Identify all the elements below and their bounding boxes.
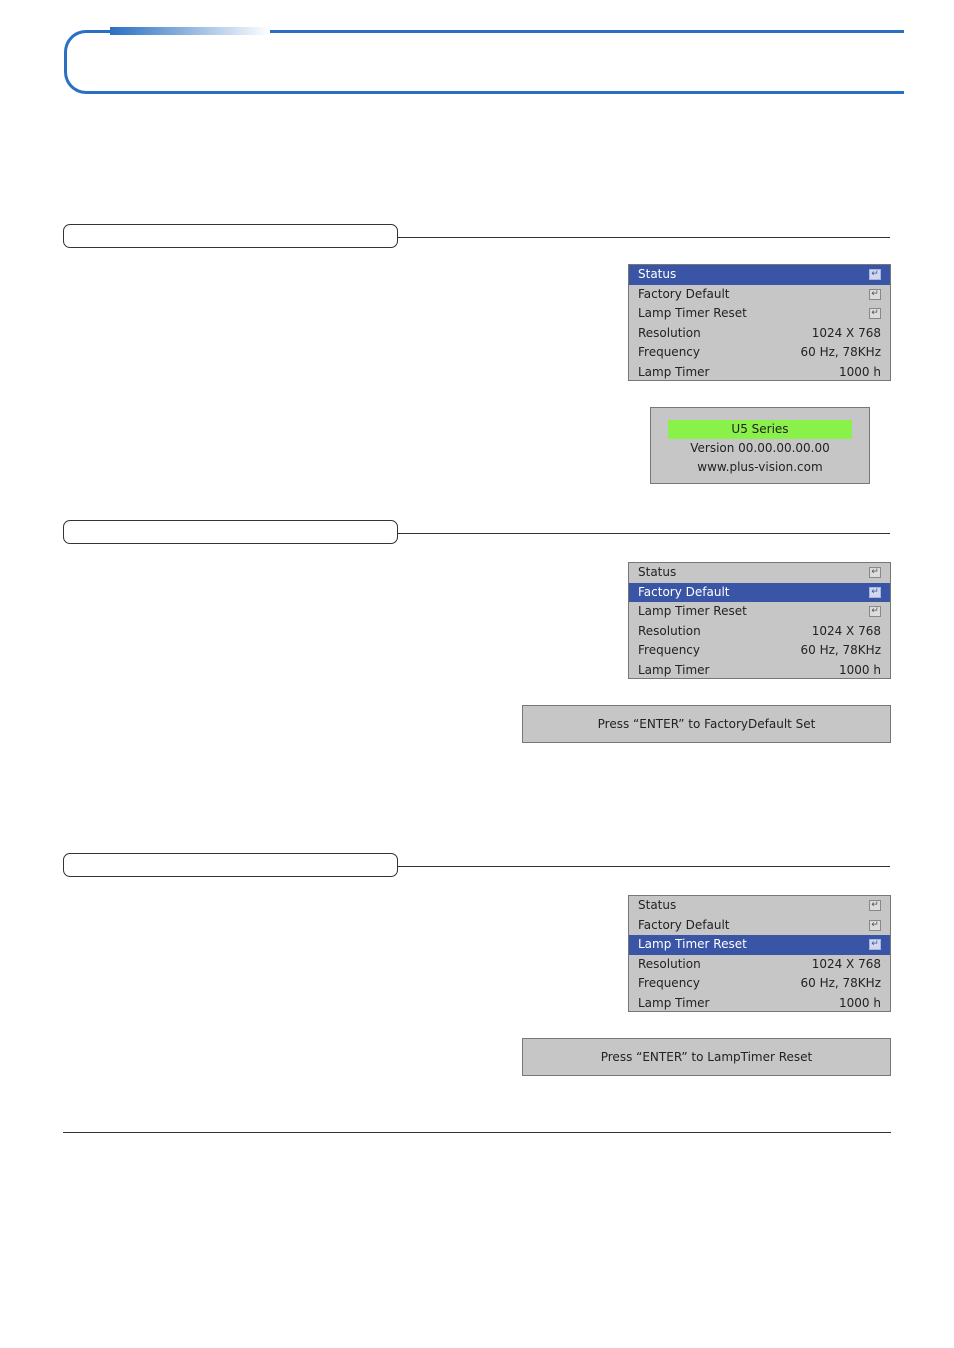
enter-icon: ↵ bbox=[869, 920, 881, 931]
menu-item-status[interactable] bbox=[629, 563, 890, 583]
menu-item-label: Lamp Timer Reset bbox=[638, 306, 747, 320]
lamp-timer-reset-menu-panel bbox=[628, 895, 891, 1012]
enter-icon: ↵ bbox=[869, 308, 881, 319]
section-header-lamp-timer-reset bbox=[63, 853, 398, 877]
menu-item-label: Lamp Timer Reset bbox=[638, 604, 747, 618]
menu-item-resolution[interactable] bbox=[629, 324, 890, 344]
menu-item-resolution[interactable] bbox=[629, 955, 890, 975]
menu-item-value: 1024 X 768 bbox=[811, 956, 881, 971]
menu-item-factory-default[interactable] bbox=[629, 583, 890, 603]
version-number-label: Version 00.00.00.00.00 bbox=[690, 441, 830, 455]
menu-item-lamp-timer[interactable] bbox=[629, 994, 890, 1014]
menu-item-value: 1000 h bbox=[839, 995, 881, 1010]
enter-icon: ↵ bbox=[869, 900, 881, 911]
menu-item-value: 1000 h bbox=[839, 662, 881, 677]
menu-item-label: Factory Default bbox=[638, 917, 730, 932]
menu-item-label: Resolution bbox=[638, 956, 701, 971]
menu-item-label: Frequency bbox=[638, 976, 700, 990]
menu-item-label: Resolution bbox=[638, 325, 701, 340]
enter-icon: ↵ bbox=[869, 587, 881, 598]
menu-item-value: 60 Hz, 78KHz bbox=[800, 976, 881, 990]
section-rule bbox=[398, 866, 890, 867]
enter-icon: ↵ bbox=[869, 939, 881, 950]
menu-item-value: 60 Hz, 78KHz bbox=[800, 643, 881, 657]
menu-item-label: Lamp Timer Reset bbox=[638, 937, 747, 951]
enter-icon: ↵ bbox=[869, 567, 881, 578]
menu-item-factory-default[interactable] bbox=[629, 285, 890, 305]
enter-icon: ↵ bbox=[869, 606, 881, 617]
menu-item-lamp-timer[interactable] bbox=[629, 363, 890, 383]
menu-item-value: 60 Hz, 78KHz bbox=[800, 345, 881, 359]
menu-item-label: Lamp Timer bbox=[638, 364, 710, 379]
enter-icon: ↵ bbox=[869, 289, 881, 300]
menu-item-label: Status bbox=[638, 898, 677, 912]
status-menu-panel bbox=[628, 264, 891, 381]
version-url-label: www.plus-vision.com bbox=[697, 460, 823, 474]
lamp-timer-reset-message: Press “ENTER” to LampTimer Reset bbox=[522, 1038, 891, 1076]
menu-item-frequency[interactable] bbox=[629, 343, 890, 363]
menu-item-status[interactable] bbox=[629, 265, 890, 285]
menu-item-lamp-timer[interactable] bbox=[629, 661, 890, 681]
menu-item-frequency[interactable] bbox=[629, 974, 890, 994]
menu-item-label: Frequency bbox=[638, 643, 700, 657]
menu-item-factory-default[interactable] bbox=[629, 916, 890, 936]
menu-item-lamp-timer-reset[interactable] bbox=[629, 935, 890, 955]
menu-item-label: Frequency bbox=[638, 345, 700, 359]
menu-item-lamp-timer-reset[interactable] bbox=[629, 602, 890, 622]
enter-icon: ↵ bbox=[869, 269, 881, 280]
section-rule bbox=[398, 533, 890, 534]
factory-default-menu-panel bbox=[628, 562, 891, 679]
title-frame bbox=[64, 30, 904, 94]
menu-item-lamp-timer-reset[interactable] bbox=[629, 304, 890, 324]
bottom-rule bbox=[63, 1132, 891, 1133]
menu-item-label: Status bbox=[638, 565, 677, 579]
menu-item-resolution[interactable] bbox=[629, 622, 890, 642]
version-series-label: U5 Series bbox=[668, 420, 852, 439]
menu-item-status[interactable] bbox=[629, 896, 890, 916]
section-rule bbox=[398, 237, 890, 238]
menu-item-label: Factory Default bbox=[638, 584, 730, 599]
title-frame-accent bbox=[110, 27, 270, 35]
menu-item-value: 1024 X 768 bbox=[811, 623, 881, 638]
section-header-status bbox=[63, 224, 398, 248]
menu-item-label: Factory Default bbox=[638, 286, 730, 301]
version-info-box bbox=[650, 407, 870, 484]
menu-item-label: Resolution bbox=[638, 623, 701, 638]
menu-item-value: 1024 X 768 bbox=[811, 325, 881, 340]
section-header-factory-default bbox=[63, 520, 398, 544]
menu-item-label: Lamp Timer bbox=[638, 662, 710, 677]
menu-item-label: Lamp Timer bbox=[638, 995, 710, 1010]
menu-item-value: 1000 h bbox=[839, 364, 881, 379]
menu-item-frequency[interactable] bbox=[629, 641, 890, 661]
menu-item-label: Status bbox=[638, 267, 677, 281]
factory-default-message: Press “ENTER” to FactoryDefault Set bbox=[522, 705, 891, 743]
